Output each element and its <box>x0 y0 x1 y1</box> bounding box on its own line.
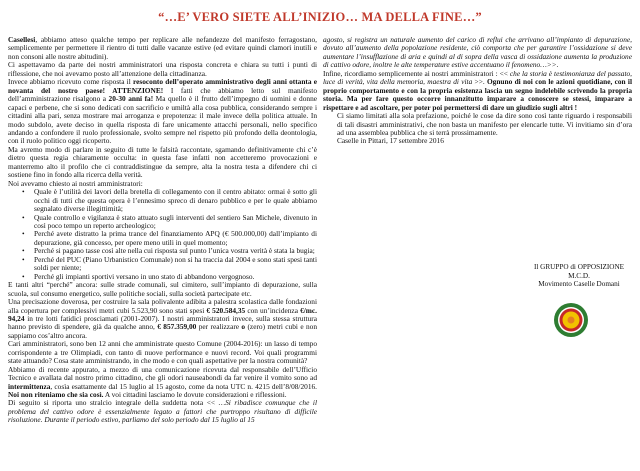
sun-emblem-icon <box>553 302 589 338</box>
signature-group: Il GRUPPO di OPPOSIZIONE <box>533 263 625 271</box>
page-title: “…E’ VERO SIETE ALL’INIZIO… MA DELLA FINE…” <box>158 10 482 24</box>
list-item: • Perché avete distratto la prima trance del finanziamento APQ (€ 500.000,00) dall’impianto di depurazione, già concesso, per opere meno utili in quel momento; <box>22 230 317 247</box>
list-item: • Perché si pagano tasse così alte nella cui risposta sul punto l’unica vostra verità è stata la bugia; <box>22 247 317 255</box>
quoted-note: agosto, si registra un naturale aumento del carico di reflui che arrivano all’impianto di depurazione, dovuto all’aumento della popolazione residente, ciò comporta che per garantire l’ossidazione si deve aumentare l’insufflazione di aria e quindi al di sopra della vasca di ossidazione aumenta la produzione di cattivo odore, inoltre le alte temperature estive accentuano il fenomeno…>>. <box>323 35 632 70</box>
paragraph: Abbiamo di recente appurato, a mezzo di una comunicazione ricevuta dal responsabile dell’Ufficio Tecnico e avallata dal nostro primo cittadino, che gli odori nauseabondi da far venire il vomito sono ad intermittenza, cosìa esattamente dal 15 luglio al 15 agosto, come da nota UTC n. 4215 dell’8/08/2016. Noi non riteniamo che sia così. A voi cittadini lasciamo le dovute considerazioni e riflessioni. <box>8 364 317 400</box>
paragraph: E tanti altri “perché” ancora: sulle strade comunali, sul cimitero, sull’impianto di depurazione, sulla scuola, sul consumo energetico, sulle politiche sociali, sulla società partecipate etc. <box>8 280 317 298</box>
paragraph: Di seguito si riporta uno stralcio integrale della suddetta nota << …Si ribadisce comunque che il problema del cattivo odore è essenzialmente legato a fattori che purtroppo risultano di difficile risoluzione. Durante il periodo estivo, parliamo del solo periodo dal 15 luglio al 15 <box>8 398 318 425</box>
paragraph: Ci siamo limitati alla sola prefazione, poiché le cose da dire sono così tante riguardo i responsabili di tali disastri amministrativi, che non basta un manifesto per elencarle tutte. Vi invitiamo sin d’ora ad una assemblea pubblica che si terrà prossimamente. <box>337 111 632 137</box>
highlight: 20-30 anni fa! <box>108 94 154 104</box>
paragraph: Ci aspettavamo da parte dei nostri amministratori una risposta concreta e chiara su tutti i punti di riflessione, che noi avevamo posto all’attenzione della cittadinanza. <box>8 60 317 78</box>
signature-movement: Movimento Caselle Domani <box>538 280 620 289</box>
quoted-note: …Si ribadisce comunque che il problema del cattivo odore è essenzialmente legato a fattori che purtroppo risultano di difficile risoluzione. Durante il periodo estivo, parliamo del solo periodo dal 15 luglio al 15 <box>8 398 318 425</box>
list-item: • Perché del PUC (Piano Urbanistico Comunale) non si ha traccia dal 2004 e sono stati spesi tanti soldi per niente; <box>22 256 317 273</box>
greeting: Casellesi <box>8 35 36 44</box>
questions-list <box>8 188 317 281</box>
paragraph: Noi avevamo chiesto ai nostri amministratori: <box>8 178 143 188</box>
signature-acronym: M.C.D. <box>568 271 590 280</box>
date-line: Caselle in Pittari, 17 settembre 2016 <box>337 136 444 146</box>
paragraph: Una precisazione doverosa, per costruire la sala polivalente adibita a palestra scolastica dalle fondazioni alla copertura per complessivi metri cubi 5.523,90 sono stati spesi € 520.584,35 con un’incidenza €/mc. 94,24 in tre lotti fatidici prosciamati (2001-2007). I nostri amministratori invece, sulla stessa struttura hanno previsto di spendere, già da qualche anno, € 857.359,00 per realizzare o (zero) metri cubi e non sappiamo cos’altro ancora. <box>8 297 317 340</box>
paragraph: Infine, ricordiamo semplicemente ai nostri amministratori : << che la storia è testimonianza del passato, luce di verità, vita della memoria, maestra di vita >>. Ognuno di noi con le azioni quotidiane, con il proprio comportamento e con la propria esistenza lascia un segno indelebile scrivendo la propria storia. Ma per fare questo occorre innanzitutto imparare a conoscere se stessi, imparare a rispettare e ad ascoltare, per poter poi permettersi di dare un giudizio sugli altri ! <box>323 68 633 112</box>
signature-block <box>520 263 638 289</box>
right-column <box>323 36 632 146</box>
list-item: • Perché gli impianti sportivi versano in uno stato di abbandono vergognoso. <box>22 273 317 281</box>
paragraph: Invece abbiamo ricevuto come risposta il resoconto dell’operato amministrativo degli anni ottanta e novanta del nostro paese! ATTENZIONE! I fatti che abbiamo letto sul manifesto dell’amministrazione risalgono a 20-30 anni fa! Ma quello è il frutto dell’impegno di uomini e donne capaci e perbene, che si sono dedicati con sacrificio e umiltà alla cosa pubblica, considerando sempre i cittadini alla pari, senza mostrare mai arroganza e prepotenza: il male invece della politica attuale. In modo subdolo, avete deciso in quella risposta di fare unicamente attacchi personali, nello specifico andando a confondere il ruolo professionale, svolto sempre nel rispetto più profondo della deontologia, con il ruolo politico oggi ricoperto. <box>8 77 318 146</box>
paragraph: Cari amministratori, sono ben 12 anni che amministrate questo Comune (2004-2016): un lasso di tempo corrispondente a tre Olimpiadi, con tanto di nuove performance e nuovi record. Voi quali programmi state attuando? Cosa state amministrando, in che modo e con quali aspettative per la nostra comunità? <box>8 339 317 366</box>
paragraph-intro <box>8 36 317 61</box>
highlight: Ognuno di noi con le azioni quotidiane, con il proprio comportamento e con la propria esistenza lascia un segno indelebile scrivendo la propria storia. Ma per fare questo occorre innanzitutto imparare a conoscere se stessi, imparare a rispettare e ad ascoltare, per poter poi permettersi di dare un giudizio sugli altri ! <box>323 77 633 112</box>
paragraph: Ma avremo modo di parlare in seguito di tutte le falsità raccontate, sgamando definitivamente chi c’è dietro questa regia chiaramente occulta: in questa fase infatti non accetteremo provocazioni e manterremo alto il profilo che ci contraddistingue da sempre, alta la nostra testa a difendere chi ci sostiene fino in fondo alla ricerca della verità. <box>8 144 317 180</box>
left-column <box>8 36 317 425</box>
highlight: resoconto dell’operato amministrativo degli anni ottanta e novanta del nostro paese! ATTENZIONE! <box>8 77 318 95</box>
paragraph-text: , abbiamo atteso qualche tempo per replicare alle nefandezze del manifesto ferragostano, semplicemente per permettere il rientro di tutti dalle vacanze estive (ed evitare quindi clamori inutili e non consoni alle nostre abitudini). <box>8 35 317 61</box>
paragraph <box>323 36 632 70</box>
list-item: • Quale è l’utilità dei lavori della bretella di collegamento con il centro abitato: ormai è sotto gli occhi di tutti che questa opera è l’ennesimo spreco di denaro pubblico e per le quale abbiamo segnalato diverse illegittimità; <box>22 188 317 213</box>
list-item: • Quale controllo e vigilanza è stato attuato sugli interventi del sentiero San Michele, divenuto in così poco tempo un reperto archeologico; <box>22 214 317 231</box>
